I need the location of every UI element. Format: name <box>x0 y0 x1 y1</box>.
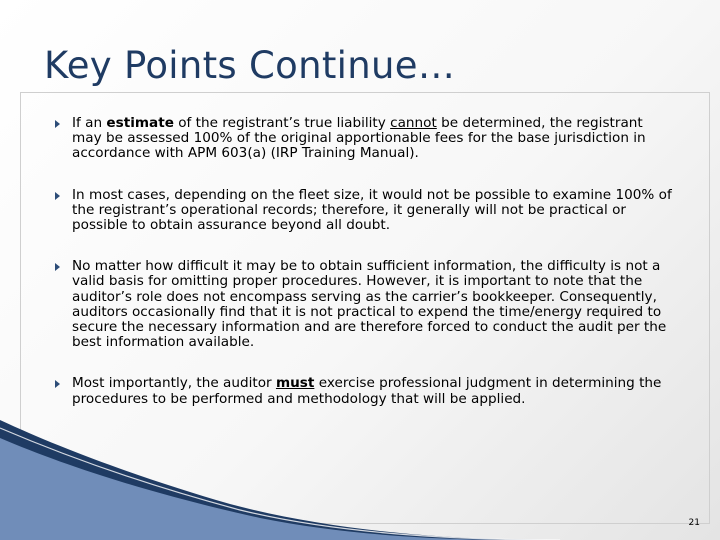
bullet-text-part: exercise professional judgment in determining the procedures to be performed and methodology that will be applied. <box>72 375 662 407</box>
emphasis-bold: estimate <box>106 115 174 131</box>
bullet-text-part: No matter how difficult it may be to obtain sufficient information, the difficulty is not a valid basis for omitting proper procedures. However, it is important to note that the auditor’s role does not encompass serving as the carrier’s bookkeeper. Consequently, auditors occasionally find that it is not practical to expend the time/energy required to secure the necessary information and are therefore forced to conduct the audit per the best information available. <box>72 258 667 351</box>
bullet-text-part: Most importantly, the auditor <box>72 375 276 392</box>
triangle-bullet-icon <box>55 263 60 271</box>
triangle-bullet-icon <box>55 380 60 388</box>
decorative-swoosh <box>0 420 720 540</box>
triangle-bullet-icon <box>55 120 60 128</box>
emphasis-underline: cannot <box>390 115 437 131</box>
bullet-text-part: be determined, the registrant may be assessed 100% of the original apportionable fees for the base jurisdiction in accordance with APM 603(a) (IRP Training Manual). <box>72 115 646 162</box>
emphasis-bold-underline: must <box>275 375 315 392</box>
bullet-item <box>52 188 672 234</box>
bullet-text-part: of the registrant’s true liability <box>173 115 391 131</box>
triangle-bullet-icon <box>55 192 60 200</box>
bullet-text-part: If an <box>72 115 107 131</box>
page-number: 21 <box>688 518 700 528</box>
bullet-item <box>52 376 672 406</box>
bullet-text-part: In most cases, depending on the fleet size, it would not be possible to examine 100% of the registrant’s operational records; therefore, it generally will not be practical or possible to obtain assurance beyond all doubt. <box>72 186 672 234</box>
bullet-list <box>52 116 672 433</box>
slide-title: Key Points Continue… <box>44 44 456 87</box>
bullet-item <box>52 259 672 350</box>
bullet-item <box>52 116 672 162</box>
